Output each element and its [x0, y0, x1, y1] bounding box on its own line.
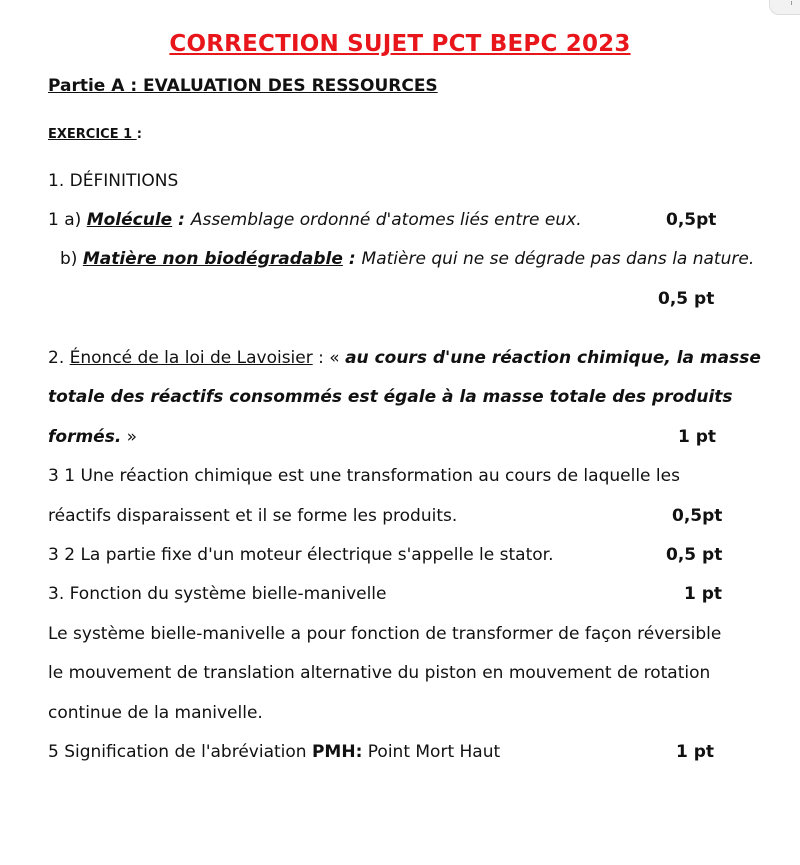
- q2-sep: : «: [312, 348, 346, 368]
- question-5: [48, 741, 500, 763]
- q1b-term: Matière non biodégradable: [82, 249, 343, 269]
- question-31-line1: 3 1 Une réaction chimique est une transformation au cours de laquelle les: [48, 466, 680, 486]
- question-3-line1: Le système bielle-manivelle a pour fonction de transformer de façon réversible: [48, 624, 722, 644]
- exercise-label: EXERCICE 1: [48, 127, 137, 142]
- q1b-text: Matière qui ne se dégrade pas dans la nature.: [361, 249, 755, 269]
- question-3-line3: continue de la manivelle.: [48, 703, 263, 723]
- q2-prefix: 2.: [48, 348, 70, 368]
- q1a-colon: :: [172, 210, 191, 230]
- q5-abbr: PMH:: [311, 742, 363, 762]
- q5-text: Point Mort Haut: [362, 742, 501, 762]
- q2-line3: formés.: [48, 427, 122, 447]
- q1b-prefix: b): [60, 249, 83, 269]
- q5-points: 1 pt: [676, 742, 715, 762]
- q3-points: 1 pt: [684, 584, 723, 604]
- question-1a: [48, 209, 582, 231]
- q31-points: 0,5pt: [672, 506, 723, 526]
- q1a-points: 0,5pt: [666, 210, 717, 230]
- q2-points: 1 pt: [678, 427, 717, 447]
- q1b-colon: :: [342, 249, 362, 269]
- question-2-line2: totale des réactifs consommés est égale à la masse totale des produits: [48, 387, 733, 407]
- exercise-heading: [48, 124, 142, 146]
- question-32: 3 2 La partie fixe d'un moteur électrique s'appelle le stator.: [48, 545, 554, 565]
- definitions-heading: 1. DÉFINITIONS: [48, 171, 179, 191]
- question-2-line3: [48, 426, 137, 448]
- q2-label: Énoncé de la loi de Lavoisier: [69, 348, 313, 368]
- question-1b: [60, 248, 754, 270]
- q1b-points: 0,5 pt: [658, 289, 715, 309]
- exercise-colon: :: [136, 127, 142, 142]
- question-3-heading: 3. Fonction du système bielle-manivelle: [48, 584, 387, 604]
- q5-prefix: 5 Signification de l'abréviation: [48, 742, 312, 762]
- q2-line1: au cours d'une réaction chimique, la masse: [345, 348, 761, 368]
- q1a-term: Molécule: [86, 210, 173, 230]
- q1a-text: Assemblage ordonné d'atomes liés entre eux.: [190, 210, 582, 230]
- q2-close: »: [121, 427, 138, 447]
- question-3-line2: le mouvement de translation alternative du piston en mouvement de rotation: [48, 663, 711, 683]
- q32-points: 0,5 pt: [666, 545, 723, 565]
- section-heading-partie-a: Partie A : EVALUATION DES RESSOURCES: [48, 76, 438, 96]
- question-31-line2: réactifs disparaissent et il se forme les produits.: [48, 506, 458, 526]
- question-2-line1: [48, 347, 761, 369]
- document-title: CORRECTION SUJET PCT BEPC 2023: [169, 31, 631, 57]
- page-corner-tab: [769, 0, 800, 15]
- q1a-prefix: 1 a): [48, 210, 87, 230]
